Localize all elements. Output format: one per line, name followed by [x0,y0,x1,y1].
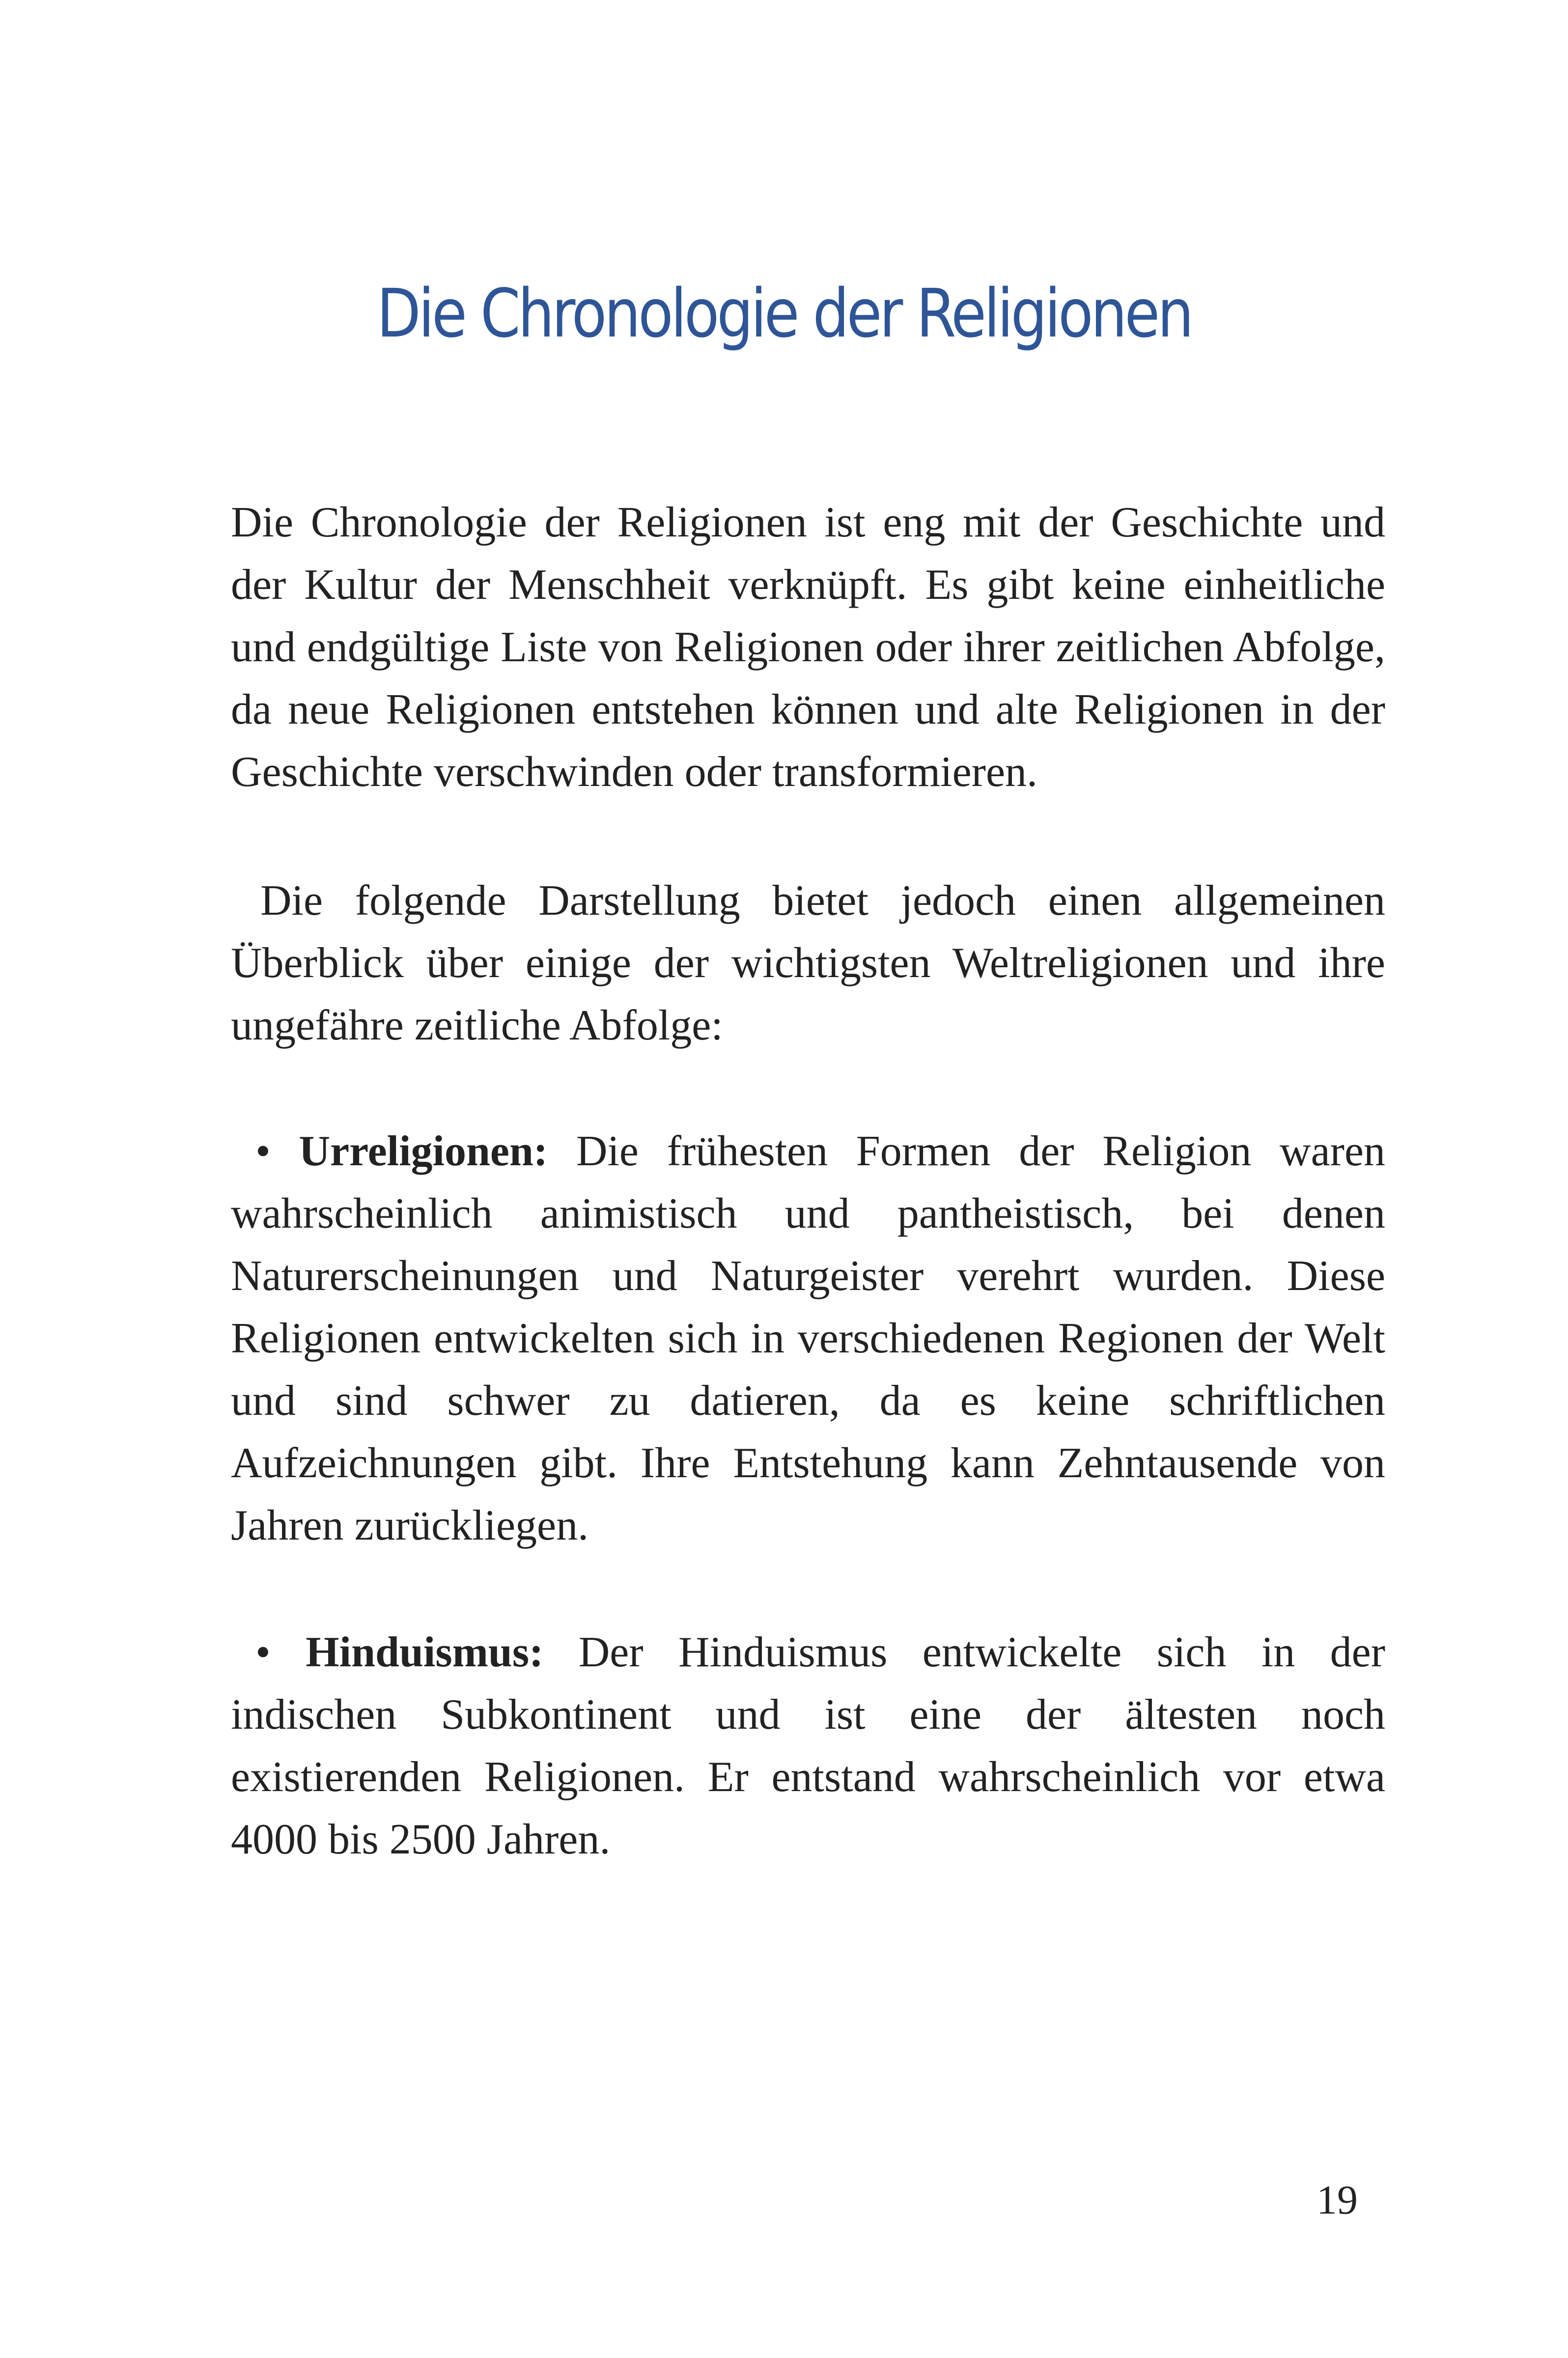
list-item-text: Die frühesten Formen der Religion waren wahrscheinlich animistisch und pantheistisch, bei denen Naturerscheinungen und Naturgeister verehrt wurden. Diese Religionen entwickelten sich in verschiedenen Regionen der Welt und sind schwer zu datieren, da es keine schriftlichen Aufzeichnungen gibt. Ihre Entstehung kann Zehntausende von Jahren zurückliegen. [231,1127,1386,1549]
list-item-urreligionen [231,1120,1385,1557]
bullet-icon: • [255,1127,271,1175]
list-item-term: Urreligionen: [299,1127,548,1175]
chapter-title: Die Chronologie der Religionen [376,275,1192,353]
list-item-text: Der Hinduismus entwickelte sich in der indischen Subkontinent und ist eine der ältesten noch existierenden Religionen. Er entstand wahrscheinlich vor etwa 4000 bis 2500 Jahren. [231,1628,1385,1863]
intro-paragraph: Die Chronologie der Religionen ist eng mit der Geschichte und der Kultur der Menschheit verknüpft. Es gibt keine einheitliche und endgültige Liste von Religionen oder ihrer zeitlichen Abfolge, da neue Religionen entstehen können und alte Religionen in der Geschichte verschwinden oder transformieren. [231,499,1385,796]
list-item-hinduismus [231,1621,1385,1871]
bullet-icon: • [255,1628,271,1676]
list-item-term: Hinduismus: [306,1628,544,1676]
overview-paragraph: Die folgende Darstellung bietet jedoch einen allgemeinen Überblick über einige der wichtigsten Weltreligionen und ihre ungefähre zeitliche Abfolge: [231,877,1385,1049]
page-number: 19 [1316,2177,1358,2223]
